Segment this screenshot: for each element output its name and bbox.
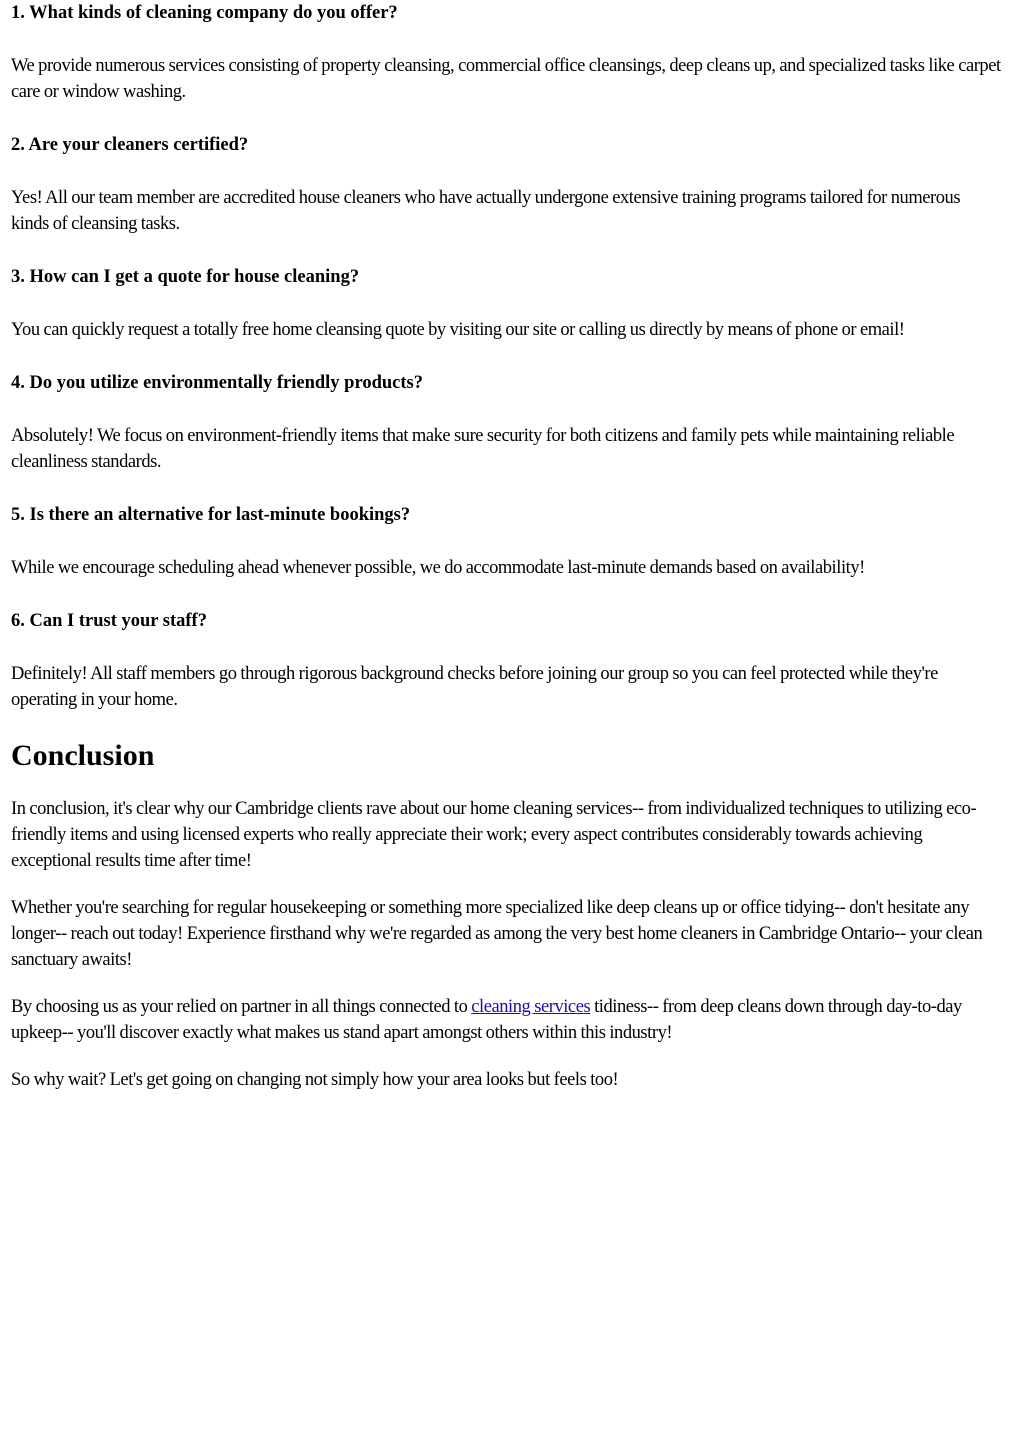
conclusion-heading: Conclusion — [11, 739, 155, 772]
faq-answer: Absolutely! We focus on environment-friendly items that make sure security for both citizens and family pets while maintaining reliable cleanliness standards. — [11, 426, 955, 472]
faq-question: 5. Is there an alternative for last-minute bookings? — [11, 505, 411, 525]
faq-item — [11, 370, 1001, 502]
faq-item — [11, 502, 1001, 608]
faq-question: 3. How can I get a quote for house cleaning? — [11, 267, 360, 287]
faq-item — [11, 608, 1001, 713]
conclusion-paragraph-4: So why wait? Let's get going on changing not simply how your area looks but feels too! — [11, 1070, 619, 1090]
cleaning-services-link[interactable]: cleaning services — [471, 997, 591, 1017]
conclusion-paragraph-2: Whether you're searching for regular housekeeping or something more specialized like deep cleans up or office tidying-- don't hesitate any longer-- reach out today! Experience firsthand why we're regarded as among the very best home cleaners in Cambridge Ontario-- your clean sanctuary awaits! — [11, 898, 983, 970]
faq-item — [11, 264, 1001, 370]
faq-item — [11, 132, 1001, 264]
faq-question: 6. Can I trust your staff? — [11, 611, 207, 631]
paragraph-text-before-link: By choosing us as your relied on partner in all things connected to — [11, 997, 472, 1017]
faq-answer: Yes! All our team member are accredited house cleaners who have actually undergone extensive training programs tailored for numerous kinds of cleansing tasks. — [11, 188, 961, 234]
faq-answer: You can quickly request a totally free home cleansing quote by visiting our site or calling us directly by means of phone or email! — [11, 320, 905, 340]
faq-answer: Definitely! All staff members go through rigorous background checks before joining our group so you can feel protected while they're operating in your home. — [11, 664, 938, 710]
document-page — [11, 0, 1001, 1093]
faq-answer: We provide numerous services consisting of property cleansing, commercial office cleansings, deep cleans up, and specialized tasks like carpet care or window washing. — [11, 56, 1001, 102]
conclusion-paragraph-1: In conclusion, it's clear why our Cambridge clients rave about our home cleaning services-- from individualized techniques to utilizing eco-friendly items and using licensed experts who really appreciate their work; every aspect contributes considerably towards achieving exceptional results time after time! — [11, 799, 977, 871]
faq-item — [11, 0, 1001, 132]
faq-question: 4. Do you utilize environmentally friendly products? — [11, 373, 423, 393]
conclusion-paragraph-3 — [11, 994, 1001, 1046]
paragraph-text-after-link: tidiness-- from deep cleans down through day-to-day upkeep-- you'll discover exactly what makes us stand apart amongst others within this industry! — [11, 997, 962, 1043]
faq-question: 2. Are your cleaners certified? — [11, 135, 249, 155]
faq-question: 1. What kinds of cleaning company do you offer? — [11, 3, 398, 23]
faq-answer: While we encourage scheduling ahead whenever possible, we do accommodate last-minute demands based on availability! — [11, 558, 865, 578]
